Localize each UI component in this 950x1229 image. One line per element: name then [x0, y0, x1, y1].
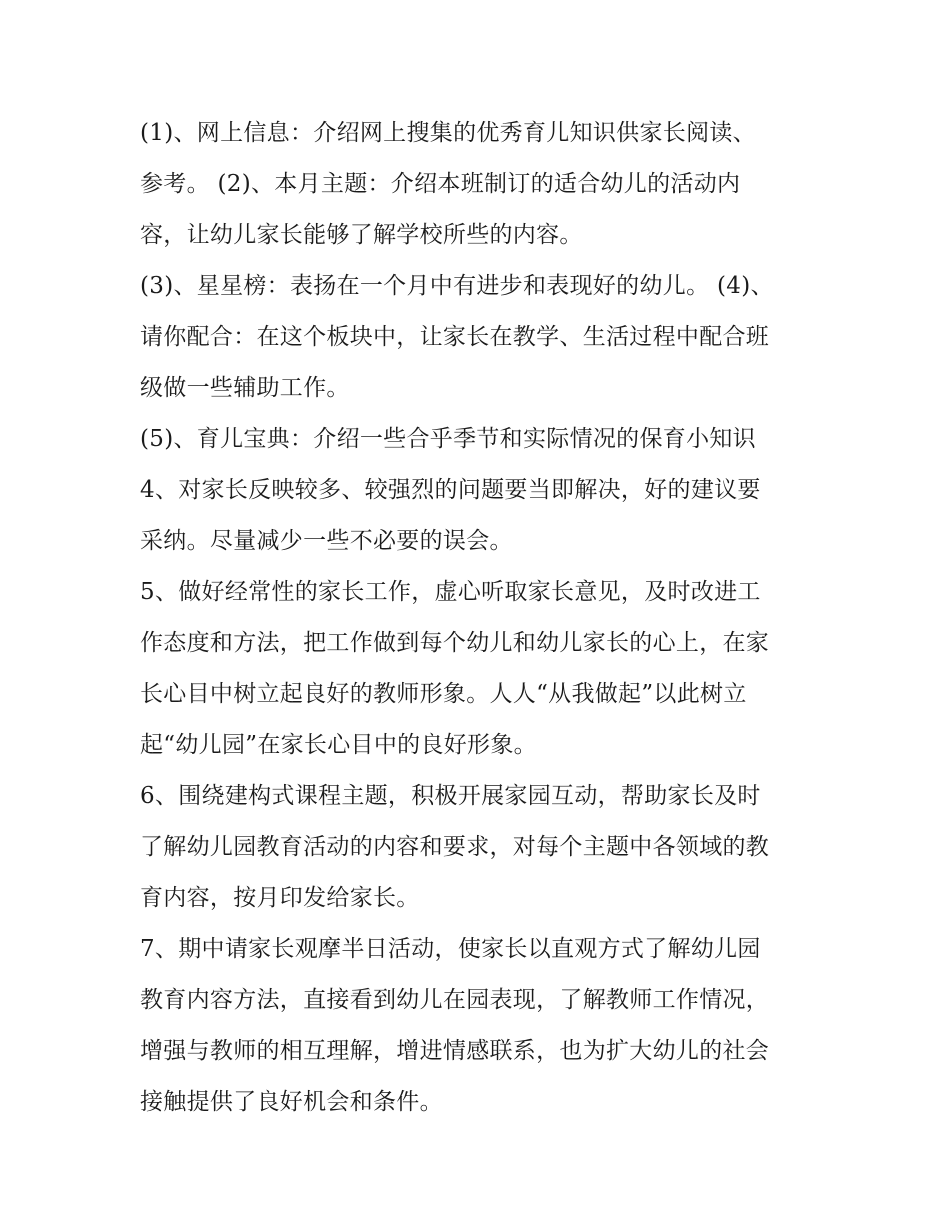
text-line: 接触提供了良好机会和条件。 [140, 1089, 443, 1115]
document-body [140, 108, 820, 1128]
text-line: 育内容，按月印发给家长。 [140, 885, 420, 911]
text-line: 4、对家长反映较多、较强烈的问题要当即解决，好的建议要 [140, 477, 761, 503]
text-line: 增强与教师的相互理解，增进情感联系，也为扩大幼儿的社会 [140, 1038, 770, 1064]
text-line: 作态度和方法，把工作做到每个幼儿和幼儿家长的心上，在家 [140, 630, 770, 656]
text-line: 长心目中树立起良好的教师形象。人人“从我做起”以此树立 [140, 681, 747, 707]
text-line: 容，让幼儿家长能够了解学校所些的内容。 [140, 222, 583, 248]
text-line: 教育内容方法，直接看到幼儿在园表现，了解教师工作情况， [140, 987, 770, 1013]
text-line: 参考。 (2)、本月主题：介绍本班制订的适合幼儿的活动内 [140, 171, 741, 197]
text-line: (3)、星星榜：表扬在一个月中有进步和表现好的幼儿。 (4)、 [140, 273, 774, 299]
text-line: 请你配合：在这个板块中，让家长在教学、生活过程中配合班 [140, 324, 770, 350]
text-line: (1)、网上信息：介绍网上搜集的优秀育儿知识供家长阅读、 [140, 120, 756, 146]
text-line: 6、围绕建构式课程主题，积极开展家园互动，帮助家长及时 [140, 783, 761, 809]
text-line: 7、期中请家长观摩半日活动，使家长以直观方式了解幼儿园 [140, 936, 761, 962]
text-line: 5、做好经常性的家长工作，虚心听取家长意见，及时改进工 [140, 579, 761, 605]
text-line: 采纳。尽量减少一些不必要的误会。 [140, 528, 513, 554]
text-line: (5)、育儿宝典：介绍一些合乎季节和实际情况的保育小知识 [140, 426, 756, 452]
text-line: 了解幼儿园教育活动的内容和要求，对每个主题中各领域的教 [140, 834, 770, 860]
text-line: 级做一些辅助工作。 [140, 375, 350, 401]
text-line: 起“幼儿园”在家长心目中的良好形象。 [140, 732, 537, 758]
